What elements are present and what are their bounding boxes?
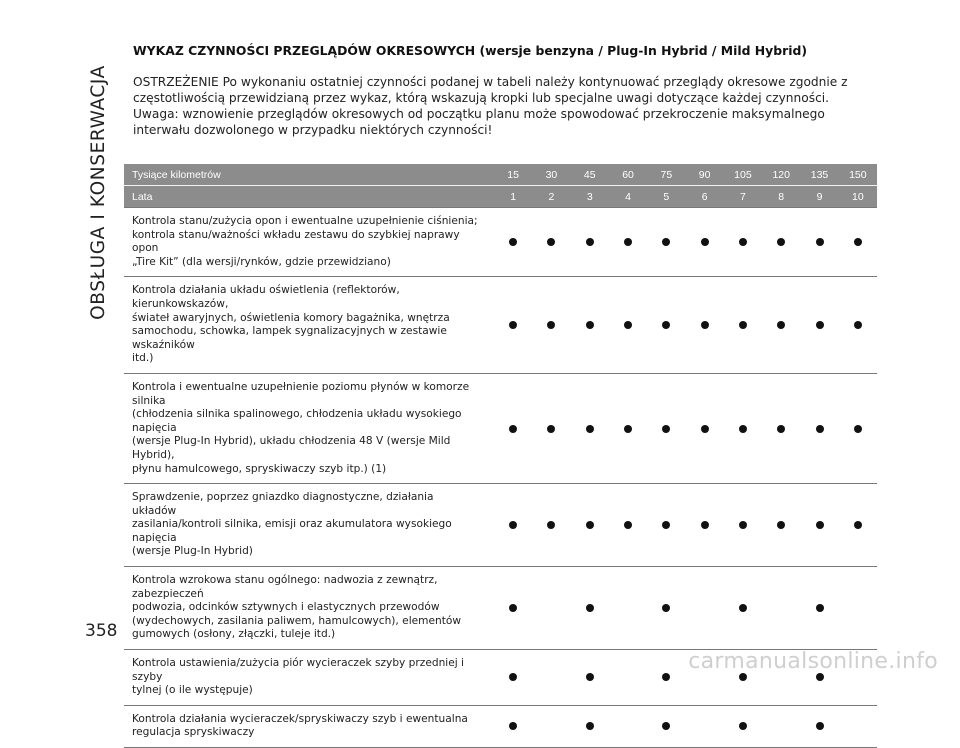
check-dot-icon <box>624 321 632 329</box>
check-dot-icon <box>624 238 632 246</box>
check-dot-icon <box>854 521 862 529</box>
check-dot-icon <box>816 722 824 730</box>
page-heading: WYKAZ CZYNNOŚCI PRZEGLĄDÓW OKRESOWYCH (wersje benzyna / Plug-In Hybrid / Mild Hybrid) <box>133 43 807 58</box>
check-dot-icon <box>662 425 670 433</box>
km-header-label: Tysiące kilometrów <box>124 164 494 186</box>
interval-cell <box>571 650 609 706</box>
task-description <box>124 567 494 650</box>
interval-cell <box>800 208 838 277</box>
check-dot-icon <box>586 321 594 329</box>
check-dot-icon <box>701 238 709 246</box>
check-dot-icon <box>586 238 594 246</box>
task-description-line: Kontrola ustawienia/zużycia piór wycieraczek szyby przedniej i szyby <box>132 657 464 683</box>
interval-cell <box>609 705 647 747</box>
table-row <box>124 373 877 483</box>
interval-cell <box>800 567 838 650</box>
interval-cell <box>647 277 685 374</box>
year-header-cell: 7 <box>724 186 762 208</box>
check-dot-icon <box>739 238 747 246</box>
interval-cell <box>724 567 762 650</box>
check-dot-icon <box>739 321 747 329</box>
section-title <box>80 50 116 335</box>
check-dot-icon <box>662 604 670 612</box>
interval-cell <box>609 484 647 567</box>
task-description-line: (wersje Plug-In Hybrid) <box>132 545 253 558</box>
task-description-line: świateł awaryjnych, oświetlenia komory bagażnika, wnętrza <box>132 311 450 324</box>
table-row <box>124 208 877 277</box>
check-dot-icon <box>777 521 785 529</box>
check-dot-icon <box>586 673 594 681</box>
interval-cell <box>532 208 570 277</box>
check-dot-icon <box>816 673 824 681</box>
header-row-km <box>124 164 877 186</box>
check-dot-icon <box>509 238 517 246</box>
task-description-line: kontrola stanu/ważności wkładu zestawu do szybkiej naprawy opon <box>132 228 460 255</box>
interval-cell <box>609 650 647 706</box>
header-row-years <box>124 186 877 208</box>
check-dot-icon <box>816 521 824 529</box>
interval-cell <box>724 484 762 567</box>
interval-cell <box>494 208 532 277</box>
year-header-cell: 4 <box>609 186 647 208</box>
check-dot-icon <box>739 604 747 612</box>
task-description-line: podwozia, odcinków sztywnych i elastycznych przewodów <box>132 601 440 614</box>
interval-cell <box>762 567 800 650</box>
task-description <box>124 277 494 374</box>
check-dot-icon <box>586 425 594 433</box>
interval-cell <box>762 705 800 747</box>
table-row <box>124 567 877 650</box>
interval-cell <box>685 705 723 747</box>
interval-cell <box>647 484 685 567</box>
interval-cell <box>839 277 877 374</box>
check-dot-icon <box>816 321 824 329</box>
interval-cell <box>800 484 838 567</box>
task-description-line: Kontrola i ewentualne uzupełnienie poziomu płynów w komorze silnika <box>132 380 470 407</box>
check-dot-icon <box>509 425 517 433</box>
check-dot-icon <box>509 521 517 529</box>
check-dot-icon <box>586 722 594 730</box>
interval-cell <box>685 567 723 650</box>
km-header-cell: 120 <box>762 164 800 186</box>
km-header-cell: 150 <box>839 164 877 186</box>
interval-cell <box>685 484 723 567</box>
check-dot-icon <box>509 604 517 612</box>
task-description <box>124 373 494 483</box>
interval-cell <box>724 705 762 747</box>
check-dot-icon <box>547 425 555 433</box>
km-header-cell: 30 <box>532 164 570 186</box>
interval-cell <box>494 277 532 374</box>
interval-cell <box>494 373 532 483</box>
interval-cell <box>532 373 570 483</box>
check-dot-icon <box>739 722 747 730</box>
check-dot-icon <box>816 238 824 246</box>
km-header-cell: 135 <box>800 164 838 186</box>
check-dot-icon <box>701 521 709 529</box>
interval-cell <box>571 373 609 483</box>
check-dot-icon <box>777 238 785 246</box>
watermark: carmanualsonline.info <box>688 649 938 674</box>
task-description-line: zasilania/kontroli silnika, emisji oraz akumulatora wysokiego napięcia <box>132 518 452 544</box>
interval-cell <box>839 567 877 650</box>
interval-cell <box>647 705 685 747</box>
schedule-header <box>124 164 877 208</box>
check-dot-icon <box>586 521 594 529</box>
task-description <box>124 208 494 277</box>
check-dot-icon <box>547 521 555 529</box>
interval-cell <box>532 484 570 567</box>
page-number: 358 <box>85 621 118 641</box>
interval-cell <box>494 484 532 567</box>
interval-cell <box>800 373 838 483</box>
interval-cell <box>494 705 532 747</box>
interval-cell <box>532 277 570 374</box>
task-description <box>124 484 494 567</box>
interval-cell <box>571 208 609 277</box>
interval-cell <box>571 705 609 747</box>
check-dot-icon <box>662 673 670 681</box>
table-row <box>124 484 877 567</box>
interval-cell <box>609 567 647 650</box>
task-description-line: Kontrola wzrokowa stanu ogólnego: nadwozia z zewnątrz, zabezpieczeń <box>132 574 438 600</box>
interval-cell <box>685 208 723 277</box>
task-description-line: (chłodzenia silnika spalinowego, chłodzenia układu wysokiego napięcia <box>132 408 462 434</box>
interval-cell <box>609 373 647 483</box>
interval-cell <box>571 277 609 374</box>
task-description-line: tylnej (o ile występuje) <box>132 684 253 697</box>
task-description-line: „Tire Kit” (dla wersji/rynków, gdzie przewidziano) <box>132 255 391 268</box>
interval-cell <box>647 650 685 706</box>
year-header-cell: 3 <box>571 186 609 208</box>
task-description-line: Kontrola stanu/zużycia opon i ewentualne uzupełnienie ciśnienia; <box>132 215 478 227</box>
year-header-cell: 1 <box>494 186 532 208</box>
interval-cell <box>800 705 838 747</box>
check-dot-icon <box>777 425 785 433</box>
task-description-line: Kontrola działania wycieraczek/spryskiwaczy szyb i ewentualna <box>132 712 468 725</box>
interval-cell <box>724 373 762 483</box>
interval-cell <box>647 373 685 483</box>
km-header-cell: 15 <box>494 164 532 186</box>
interval-cell <box>647 208 685 277</box>
interval-cell <box>685 277 723 374</box>
interval-cell <box>571 567 609 650</box>
interval-cell <box>494 650 532 706</box>
task-description-line: regulacja spryskiwaczy <box>132 726 255 739</box>
table-row <box>124 705 877 747</box>
check-dot-icon <box>701 425 709 433</box>
interval-cell <box>724 277 762 374</box>
warning-paragraph: OSTRZEŻENIE Po wykonaniu ostatniej czynności podanej w tabeli należy kontynuować przeglądy okresowe zgodnie z częstotliwością przewidzianą przez wykaz, którą wskazują kropki lub specjalne uwagi dotyczące każdej czynności. Uwaga: wznowienie przeglądów okresowych od początku planu może spowodować przekroczenie maksymalnego interwału dozwolonego w przypadku niektórych czynności! <box>133 75 848 137</box>
interval-cell <box>839 484 877 567</box>
check-dot-icon <box>547 238 555 246</box>
check-dot-icon <box>662 722 670 730</box>
interval-cell <box>609 208 647 277</box>
check-dot-icon <box>662 238 670 246</box>
interval-cell <box>762 277 800 374</box>
year-header-cell: 6 <box>685 186 723 208</box>
check-dot-icon <box>854 425 862 433</box>
check-dot-icon <box>509 722 517 730</box>
interval-cell <box>532 650 570 706</box>
interval-cell <box>685 373 723 483</box>
check-dot-icon <box>509 321 517 329</box>
interval-cell <box>839 705 877 747</box>
year-header-cell: 5 <box>647 186 685 208</box>
check-dot-icon <box>854 238 862 246</box>
check-dot-icon <box>701 321 709 329</box>
check-dot-icon <box>624 425 632 433</box>
check-dot-icon <box>509 673 517 681</box>
interval-cell <box>800 277 838 374</box>
km-header-cell: 75 <box>647 164 685 186</box>
task-description <box>124 705 494 747</box>
check-dot-icon <box>816 425 824 433</box>
check-dot-icon <box>816 604 824 612</box>
check-dot-icon <box>739 425 747 433</box>
task-description-line: samochodu, schowka, lampek sygnalizacyjnych w zestawie wskaźników <box>132 325 447 351</box>
check-dot-icon <box>739 673 747 681</box>
interval-cell <box>762 208 800 277</box>
table-row <box>124 277 877 374</box>
task-description-line: Sprawdzenie, poprzez gniazdko diagnostyczne, działania układów <box>132 491 434 517</box>
interval-cell <box>762 484 800 567</box>
check-dot-icon <box>547 321 555 329</box>
year-header-cell: 9 <box>800 186 838 208</box>
year-header-cell: 2 <box>532 186 570 208</box>
interval-cell <box>762 373 800 483</box>
interval-cell <box>494 567 532 650</box>
interval-cell <box>839 373 877 483</box>
year-header-cell: 8 <box>762 186 800 208</box>
interval-cell <box>532 567 570 650</box>
task-description-line: (wydechowych, zasilania paliwem, hamulcowych), elementów <box>132 614 462 627</box>
years-header-label: Lata <box>124 186 494 208</box>
km-header-cell: 60 <box>609 164 647 186</box>
task-description-line: Kontrola działania układu oświetlenia (reflektorów, kierunkowskazów, <box>132 284 400 310</box>
check-dot-icon <box>777 321 785 329</box>
check-dot-icon <box>586 604 594 612</box>
task-description <box>124 650 494 706</box>
check-dot-icon <box>624 521 632 529</box>
interval-cell <box>609 277 647 374</box>
task-description-line: (wersje Plug-In Hybrid), układu chłodzenia 48 V (wersje Mild Hybrid), <box>132 435 451 461</box>
interval-cell <box>571 484 609 567</box>
interval-cell <box>724 208 762 277</box>
section-title-text: OBSŁUGA I KONSERWACJA <box>87 65 109 320</box>
interval-cell <box>647 567 685 650</box>
km-header-cell: 105 <box>724 164 762 186</box>
task-description-line: płynu hamulcowego, spryskiwaczy szyb itp.) (1) <box>132 462 387 475</box>
check-dot-icon <box>739 521 747 529</box>
km-header-cell: 90 <box>685 164 723 186</box>
task-description-line: itd.) <box>132 352 154 365</box>
interval-cell <box>839 208 877 277</box>
task-description-line: gumowych (osłony, złączki, tuleje itd.) <box>132 628 336 641</box>
interval-cell <box>532 705 570 747</box>
check-dot-icon <box>662 521 670 529</box>
year-header-cell: 10 <box>839 186 877 208</box>
km-header-cell: 45 <box>571 164 609 186</box>
check-dot-icon <box>662 321 670 329</box>
check-dot-icon <box>854 321 862 329</box>
